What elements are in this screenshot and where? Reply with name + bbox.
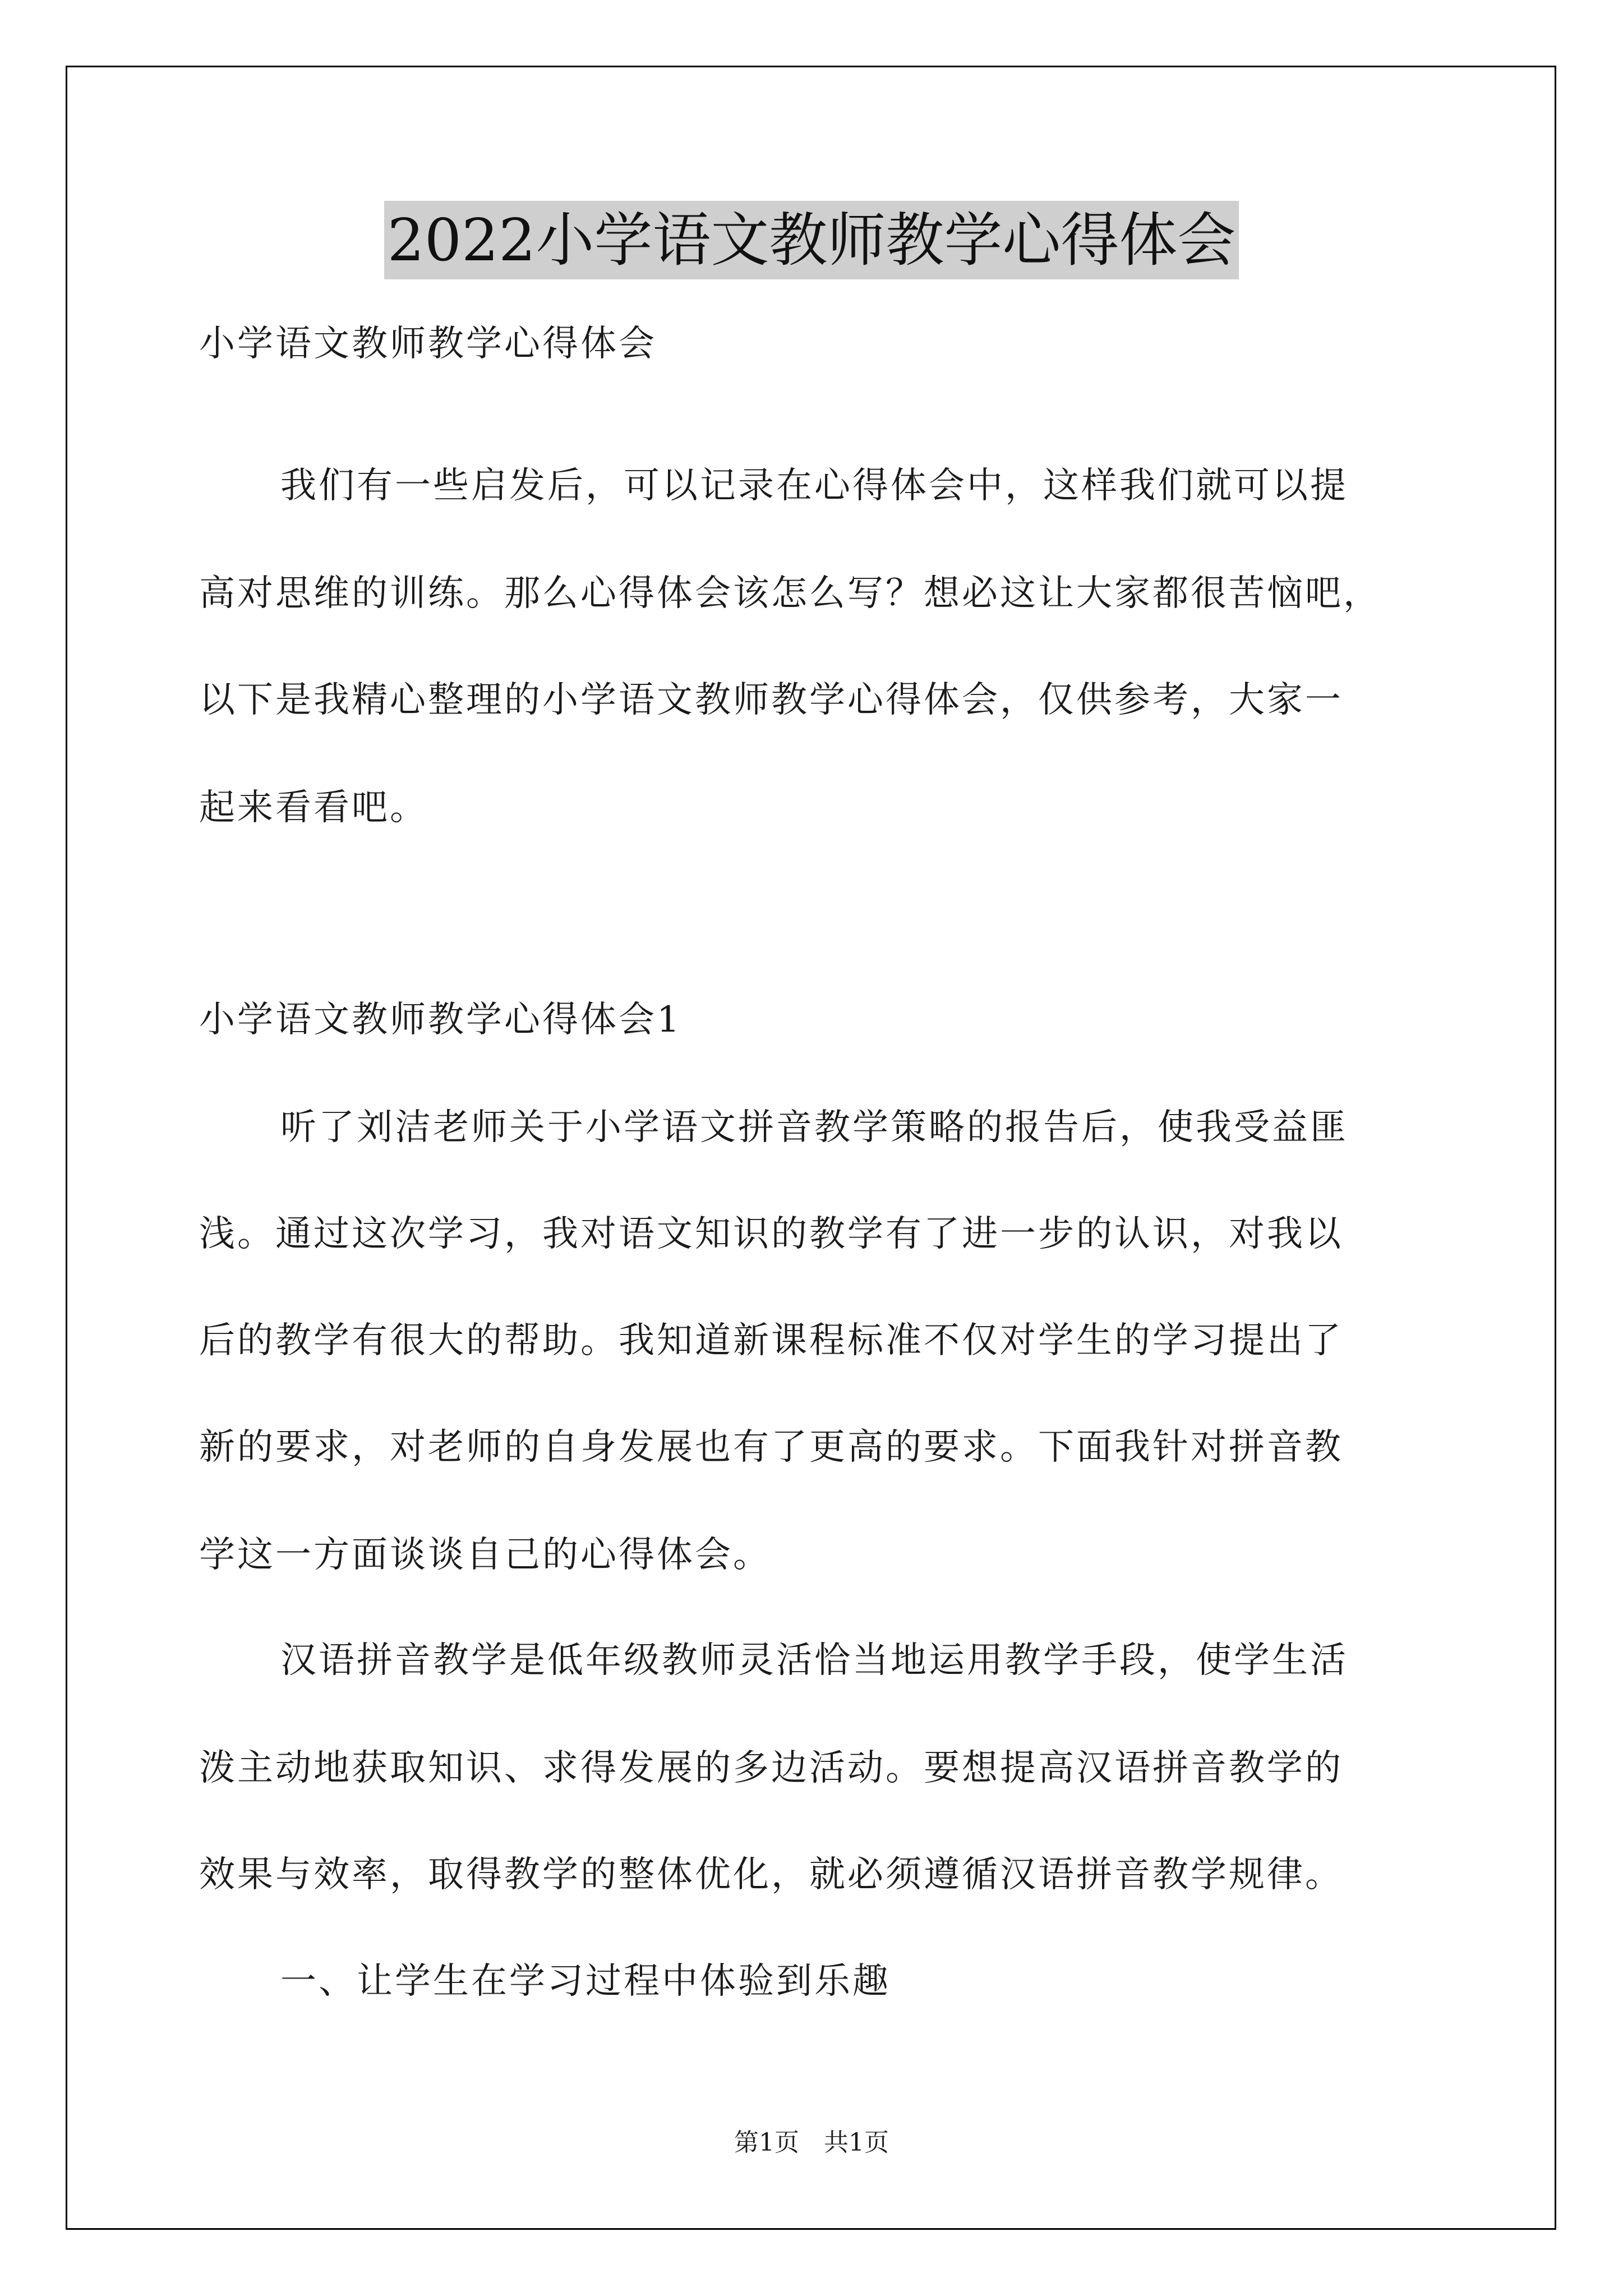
section-heading: 小学语文教师教学心得体会1 <box>199 999 682 1041</box>
para1-line-1: 听了刘洁老师关于小学语文拼音教学策略的报告后，使我受益匪 <box>280 1107 1348 1148</box>
intro-line-4: 起来看看吧。 <box>199 787 428 829</box>
para2-line-3: 效果与效率，取得教学的整体优化，就必须遵循汉语拼音教学规律。 <box>199 1854 1343 1895</box>
para1-line-3: 后的教学有很大的帮助。我知道新课程标准不仅对学生的学习提出了 <box>199 1320 1343 1361</box>
intro-line-2: 高对思维的训练。那么心得体会该怎么写？想必这让大家都很苦恼吧， <box>199 573 1381 614</box>
document-subtitle: 小学语文教师教学心得体会 <box>199 323 657 365</box>
para1-line-2: 浅。通过这次学习，我对语文知识的教学有了进一步的认识，对我以 <box>199 1213 1343 1255</box>
point-heading-1: 一、让学生在学习过程中体验到乐趣 <box>280 1961 891 2002</box>
page-number: 第1页 共1页 <box>734 2128 889 2157</box>
document-title: 2022小学语文教师教学心得体会 <box>384 201 1239 279</box>
para1-line-5: 学这一方面谈谈自己的心得体会。 <box>199 1534 771 1576</box>
para1-line-4: 新的要求，对老师的自身发展也有了更高的要求。下面我针对拼音教 <box>199 1427 1343 1468</box>
intro-line-3: 以下是我精心整理的小学语文教师教学心得体会，仅供参考，大家一 <box>199 679 1343 721</box>
title-container <box>0 201 1623 279</box>
para2-line-2: 泼主动地获取知识、求得发展的多边活动。要想提高汉语拼音教学的 <box>199 1747 1343 1789</box>
page-footer <box>0 2126 1623 2160</box>
intro-line-1: 我们有一些启发后，可以记录在心得体会中，这样我们就可以提 <box>280 465 1348 507</box>
para2-line-1: 汉语拼音教学是低年级教师灵活恰当地运用教学手段，使学生活 <box>280 1640 1348 1681</box>
